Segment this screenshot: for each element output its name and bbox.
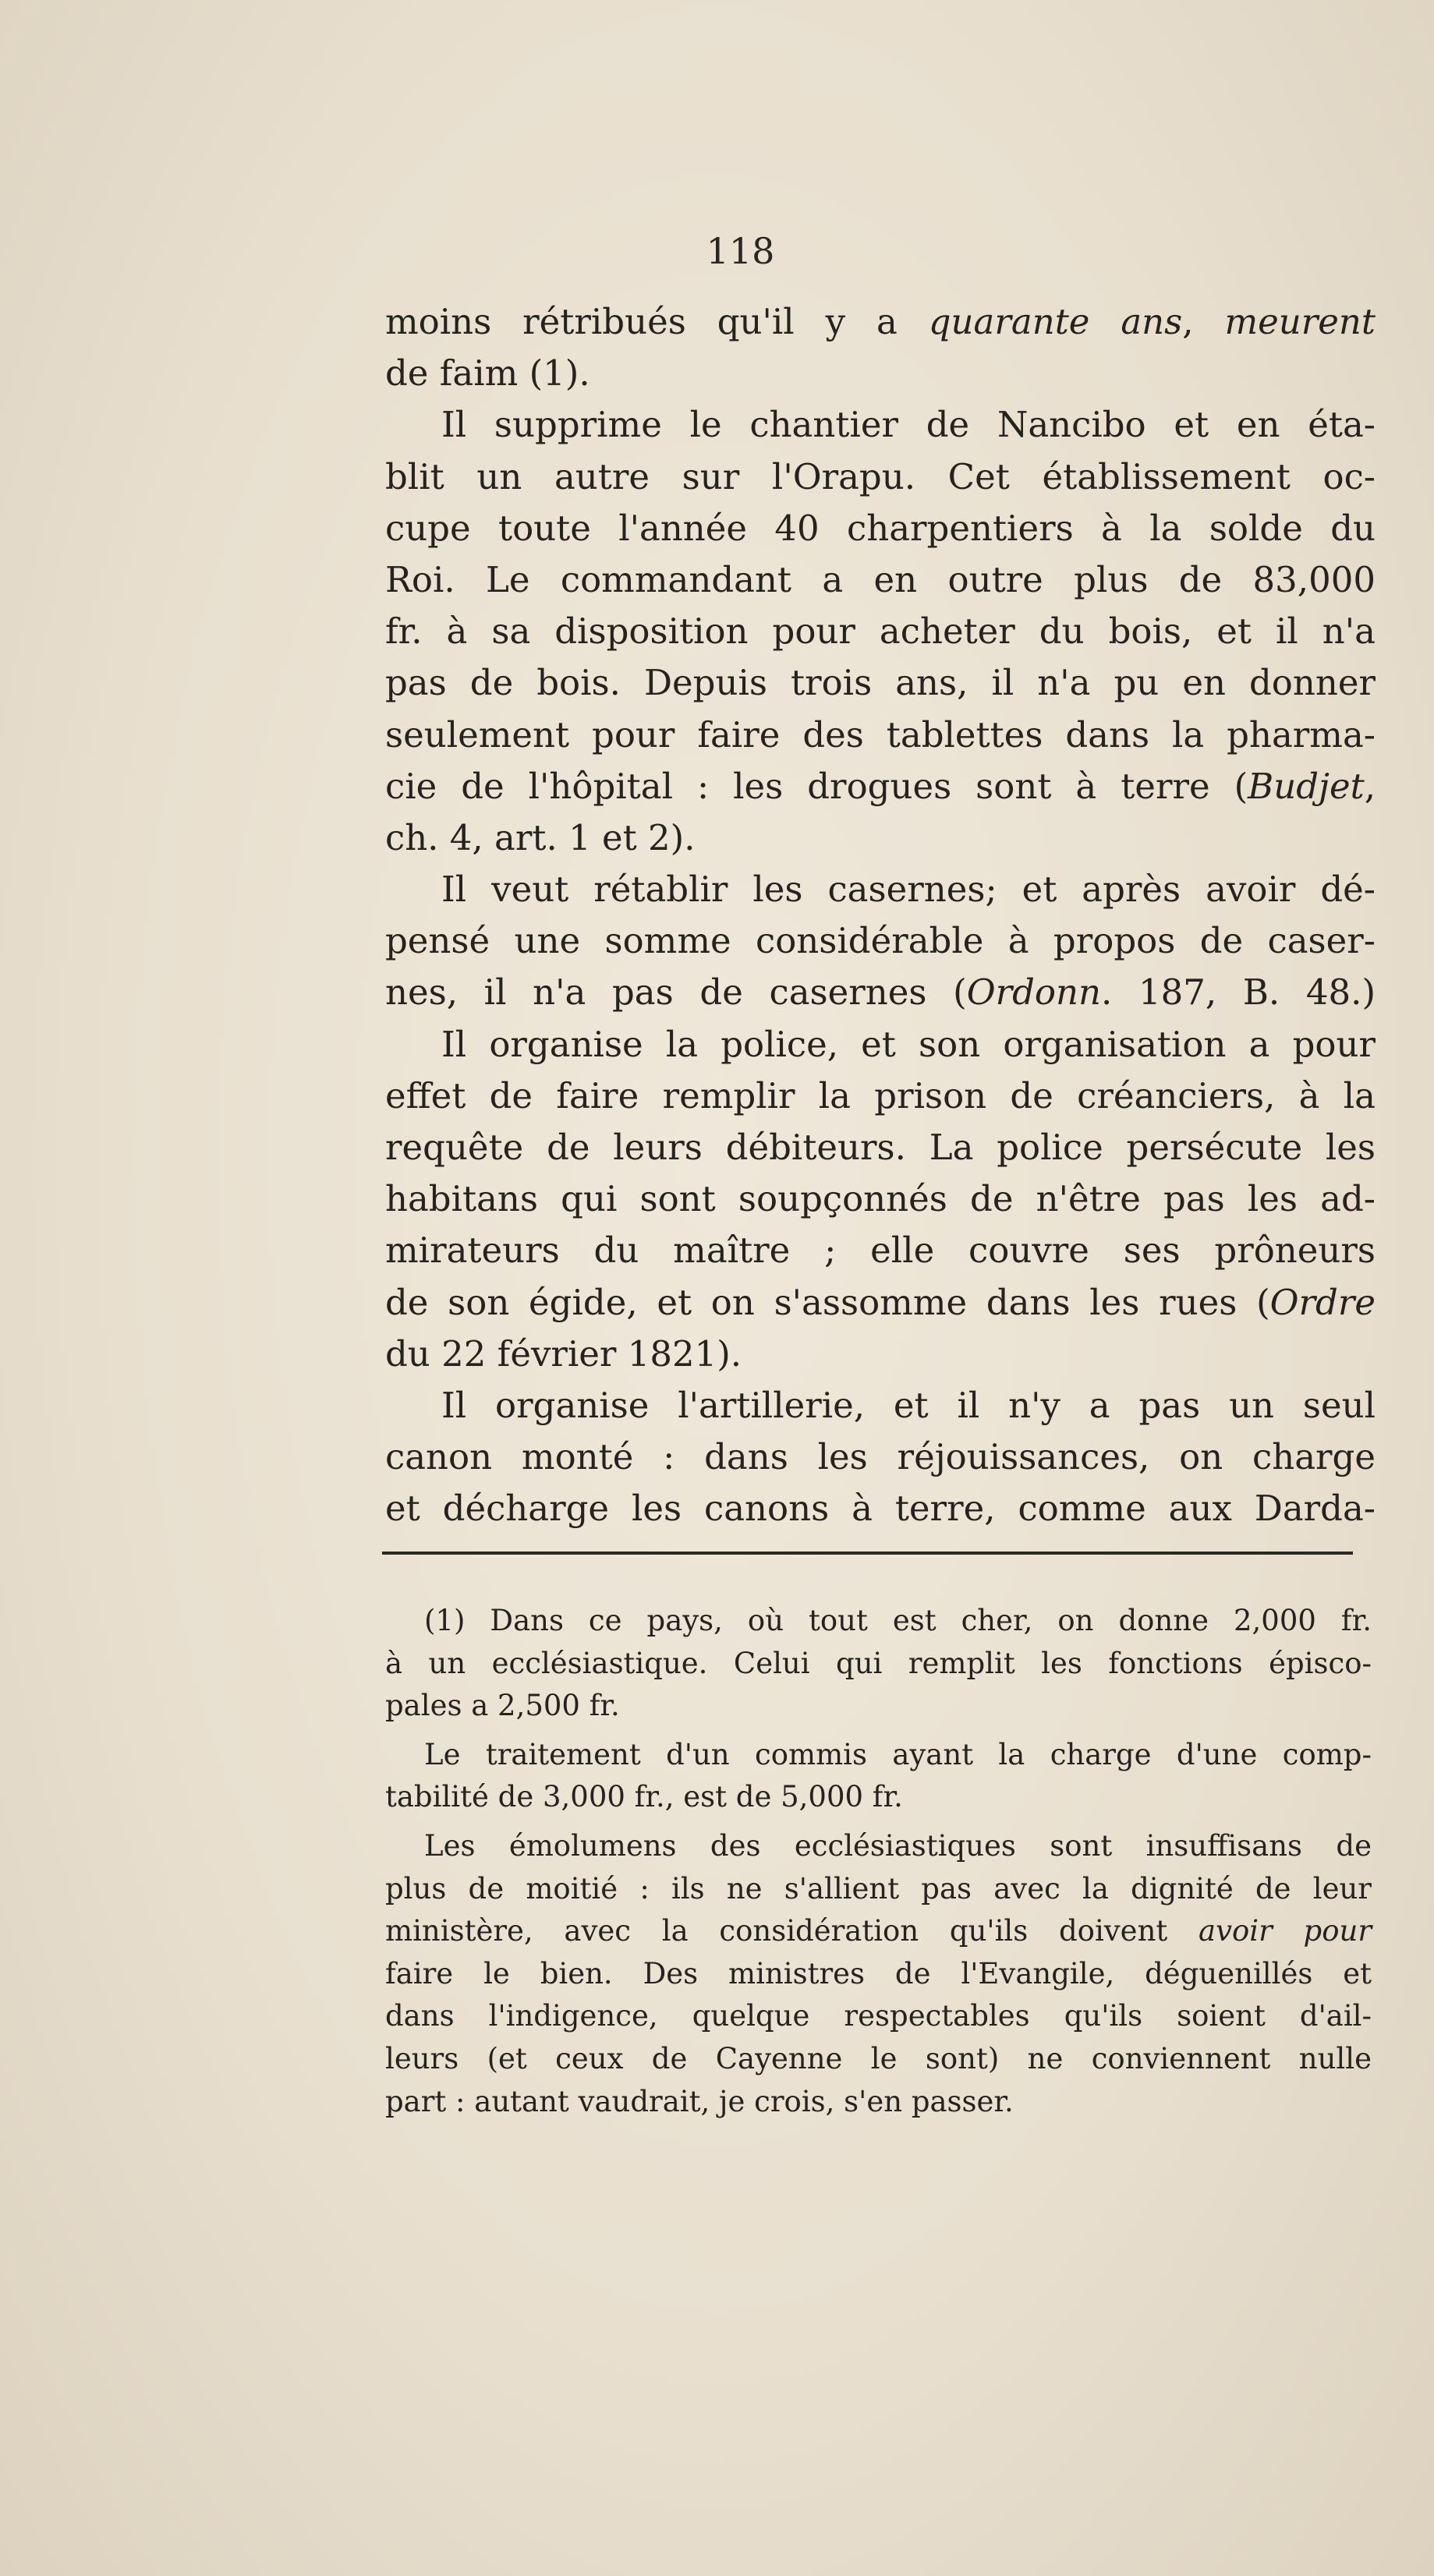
note-line: tabilité de 3,000 fr., est de 5,000 fr. <box>385 1780 903 1814</box>
note-line: (1) Dans ce pays, où tout est cher, on donne 2,000 fr. <box>424 1604 1372 1637</box>
note-line: dans l'indigence, quelque respectables qu'ils soient d'ail- <box>385 1999 1372 2033</box>
main-line: Il veut rétablir les casernes; et après avoir dé- <box>441 869 1376 911</box>
main-line: fr. à sa disposition pour acheter du bois, et il n'a <box>385 610 1376 653</box>
main-line: Il supprime le chantier de Nancibo et en éta- <box>441 404 1376 446</box>
main-line: Il organise la police, et son organisation a pour <box>441 1023 1376 1065</box>
main-line: ch. 4, art. 1 et 2). <box>385 816 696 858</box>
main-line: cie de l'hôpital : les drogues sont à terre (Budjet, <box>385 765 1376 807</box>
main-line: de son égide, et on s'assomme dans les rues (Ordre <box>385 1281 1376 1323</box>
note-line: part : autant vaudrait, je crois, s'en passer. <box>385 2084 1014 2118</box>
note-line: Les émolumens des ecclésiastiques sont insuffisans de <box>424 1828 1372 1863</box>
main-line: requête de leurs débiteurs. La police persécute les <box>385 1127 1376 1168</box>
main-line: habitans qui sont soupçonnés de n'être pas les ad- <box>385 1178 1376 1220</box>
main-line: blit un autre sur l'Orapu. Cet établissement oc- <box>385 455 1376 497</box>
note-line: ministère, avec la considération qu'ils doivent avoir pour <box>385 1914 1372 1948</box>
note-line: à un ecclésiastique. Celui qui remplit les fonctions épisco- <box>385 1646 1372 1680</box>
main-line: Roi. Le commandant a en outre plus de 83,000 <box>385 558 1376 600</box>
main-line: mirateurs du maître ; elle couvre ses prôneurs <box>385 1230 1376 1272</box>
note-line: Le traitement d'un commis ayant la charge d'une comp- <box>424 1737 1372 1771</box>
main-text <box>385 296 1376 1535</box>
note-line: plus de moitié : ils ne s'allient pas avec la dignité de leur <box>385 1871 1372 1905</box>
main-line: moins rétribués qu'il y a quarante ans, meurent <box>385 301 1376 342</box>
main-line: seulement pour faire des tablettes dans la pharma- <box>385 713 1376 755</box>
main-line: du 22 février 1821). <box>385 1332 742 1375</box>
paragraph-gap <box>385 1819 1372 1825</box>
main-line: cupe toute l'année 40 charpentiers à la solde du <box>385 507 1376 549</box>
main-line: Il organise l'artillerie, et il n'y a pas un seul <box>441 1384 1376 1426</box>
page-number: 118 <box>706 230 775 272</box>
paragraph-gap <box>385 1728 1372 1734</box>
note-line: faire le bien. Des ministres de l'Evangile, déguenillés et <box>385 1956 1372 1990</box>
main-line: pensé une somme considérable à propos de caser- <box>385 920 1376 962</box>
main-line: pas de bois. Depuis trois ans, il n'a pu en donner <box>385 662 1376 704</box>
main-line: canon monté : dans les réjouissances, on charge <box>385 1436 1376 1478</box>
main-line: de faim (1). <box>385 352 590 395</box>
main-line: effet de faire remplir la prison de créanciers, à la <box>385 1074 1376 1116</box>
note-line: leurs (et ceux de Cayenne le sont) ne conviennent nulle <box>385 2041 1372 2075</box>
footnote-rule <box>382 1552 1353 1555</box>
main-line: nes, il n'a pas de casernes (Ordonn. 187, B. 48.) <box>385 971 1376 1014</box>
footnotes <box>385 1600 1372 2123</box>
main-line: et décharge les canons à terre, comme aux Darda- <box>385 1488 1376 1530</box>
note-line: pales a 2,500 fr. <box>385 1689 620 1723</box>
